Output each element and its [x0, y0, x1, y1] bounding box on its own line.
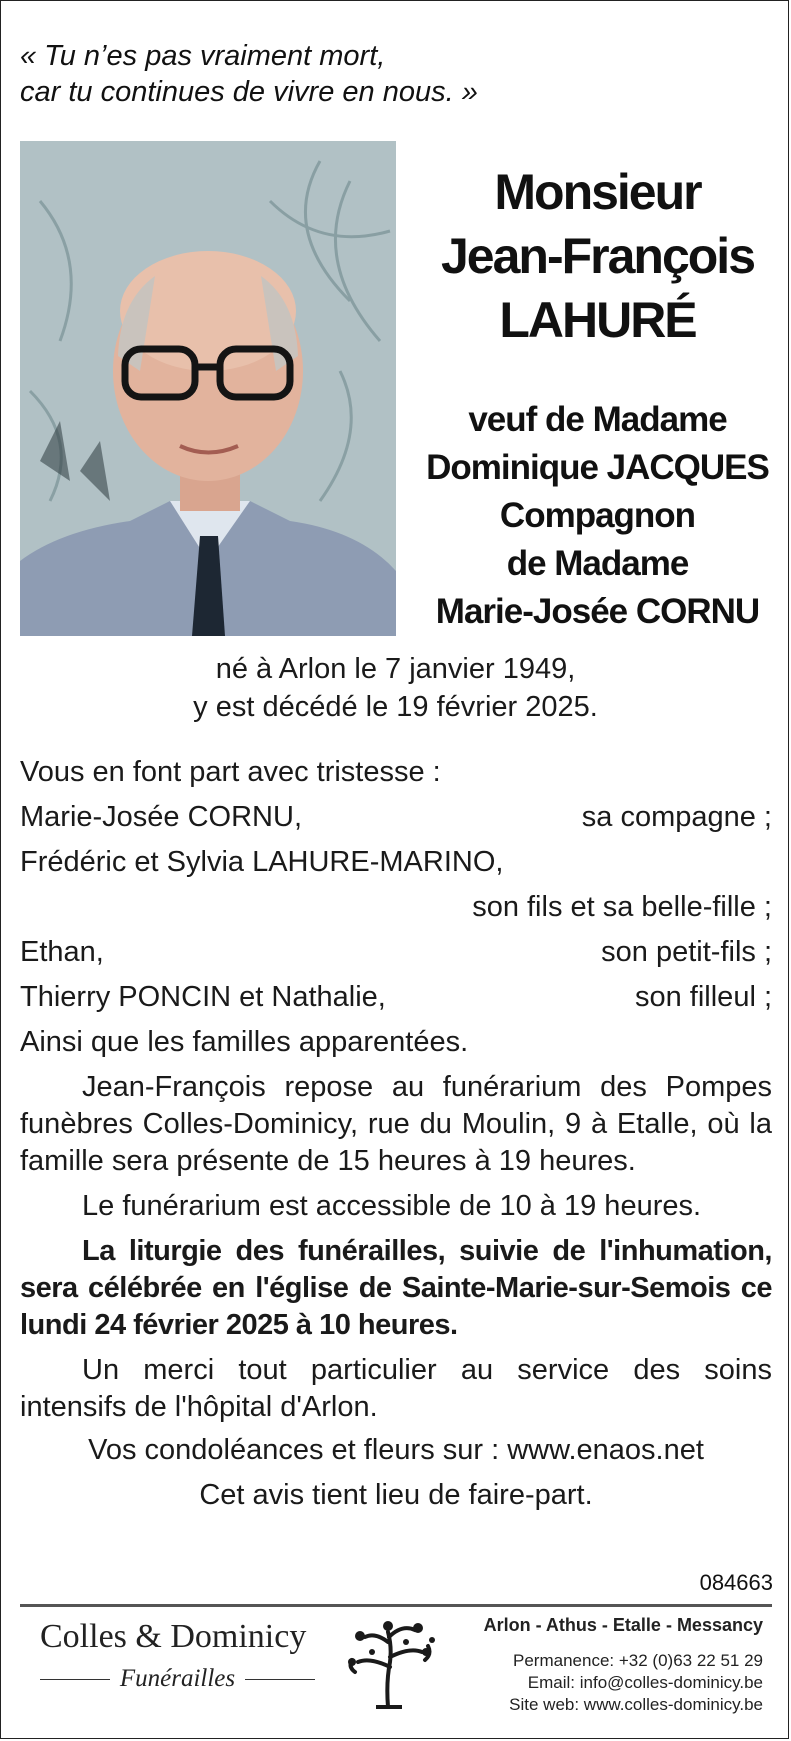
subtitle-rule-left	[40, 1679, 110, 1680]
outro-line: Ainsi que les familles apparentées.	[20, 1026, 469, 1058]
family-row	[20, 975, 772, 1020]
family-member-relation: sa compagne ;	[581, 801, 772, 833]
family-member-relation: son filleul ;	[634, 981, 772, 1013]
family-member-relation: son fils et sa belle-fille ;	[472, 891, 772, 923]
portrait-photo	[20, 141, 396, 636]
life-dates	[0, 650, 791, 726]
condolences-line: Vos condoléances et fleurs sur : www.enaos.net	[88, 1434, 704, 1466]
tree-logo-icon	[340, 1612, 440, 1710]
family-member-name: Ethan,	[20, 936, 104, 968]
notice-line: Cet avis tient lieu de faire-part.	[199, 1479, 593, 1511]
epigraph-quote	[20, 38, 478, 110]
repose-paragraph: Jean-François repose au funérarium des Pompes funèbres Colles-Dominicy, rue du Moulin, 9 à Etalle, où la famille sera présente de 15 heures à 19 heures.	[20, 1071, 772, 1177]
subtitle-text: Funérailles	[119, 1665, 236, 1692]
birth-line: né à Arlon le 7 janvier 1949,	[215, 653, 576, 685]
contact-block	[433, 1612, 763, 1716]
family-row	[20, 930, 772, 975]
death-line: y est décédé le 19 février 2025.	[193, 691, 598, 723]
deceased-last-name: LAHURÉ	[499, 292, 696, 348]
thanks-paragraph: Un merci tout particulier au service des soins intensifs de l'hôpital d'Arlon.	[20, 1354, 772, 1423]
intro-line: Vous en font part avec tristesse :	[20, 756, 441, 788]
family-member-name: Frédéric et Sylvia LAHURE-MARINO,	[20, 846, 504, 878]
relation-line-3: Compagnon	[499, 496, 696, 535]
relation-line-4: de Madame	[506, 544, 689, 583]
family-member-name: Thierry PONCIN et Nathalie,	[20, 981, 386, 1013]
family-member-relation: son petit-fils ;	[601, 936, 772, 968]
relation-line-1: veuf de Madame	[468, 400, 727, 439]
website: Site web: www.colles-dominicy.be	[509, 1695, 763, 1714]
footer-divider	[20, 1604, 772, 1607]
phone: Permanence: +32 (0)63 22 51 29	[513, 1651, 763, 1670]
quote-line-1: « Tu n’es pas vraiment mort,	[20, 40, 386, 72]
quote-line-2: car tu continues de vivre en nous. »	[20, 76, 478, 108]
relations-block	[410, 396, 785, 636]
email: Email: info@colles-dominicy.be	[527, 1673, 763, 1692]
announcement-body	[20, 750, 772, 1518]
deceased-first-name: Jean-François	[440, 228, 754, 284]
relation-line-5: Marie-Josée CORNU	[435, 592, 760, 631]
family-member-name: Marie-Josée CORNU,	[20, 801, 302, 833]
funeral-home-subtitle	[40, 1665, 315, 1693]
deceased-title: Monsieur	[494, 164, 701, 220]
funeral-home-brand: Colles & Dominicy	[40, 1618, 307, 1655]
relation-line-2: Dominique JACQUES	[426, 448, 769, 487]
liturgy-paragraph: La liturgie des funérailles, suivie de l'inhumation, sera célébrée en l'église de Sainte-Marie-sur-Semois ce lundi 24 février 2025 à 10 heures.	[20, 1235, 772, 1341]
family-row	[20, 840, 772, 930]
portrait-illustration	[20, 141, 396, 636]
subtitle-rule-right	[245, 1679, 315, 1680]
family-row	[20, 795, 772, 840]
deceased-name	[410, 160, 785, 352]
reference-number: 084663	[699, 1570, 773, 1595]
access-paragraph: Le funérarium est accessible de 10 à 19 heures.	[82, 1190, 702, 1222]
locations: Arlon - Athus - Etalle - Messancy	[483, 1615, 763, 1635]
